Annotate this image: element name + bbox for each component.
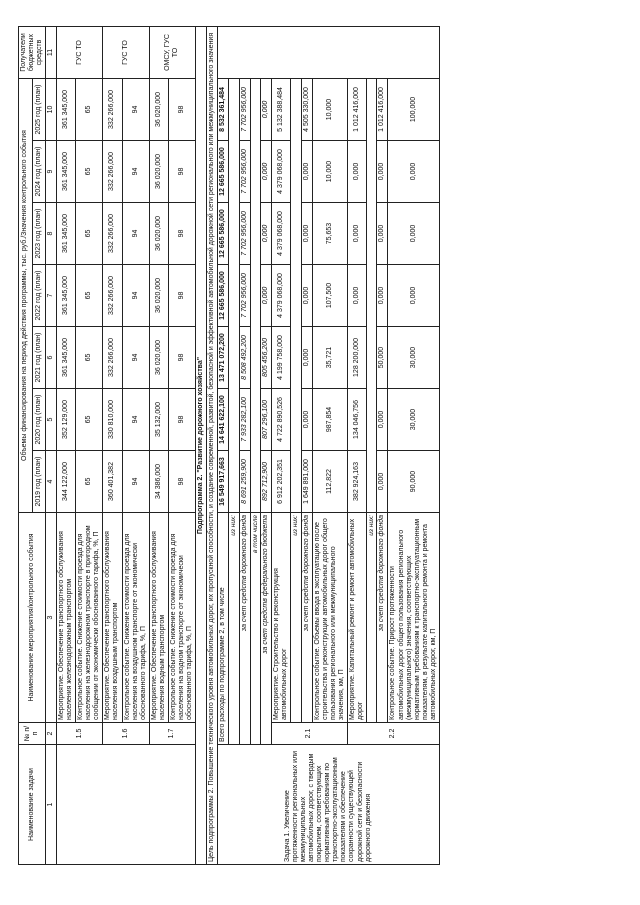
value-cell: 35,721 (312, 327, 347, 389)
road-fund-label: за счет средств дорожного фонда (239, 513, 250, 745)
empty-values (366, 79, 376, 513)
value-cell: 4 379 068,000 (272, 265, 291, 327)
value-cell: 36 020,000 (149, 265, 168, 327)
goal-row (206, 27, 217, 865)
col-number: 1 (46, 745, 57, 865)
header-year: 2025 год (план) (32, 79, 46, 141)
value-cell: 4 722 890,526 (272, 389, 291, 451)
value-cell: 112,822 (312, 451, 347, 513)
col-number: 5 (46, 389, 57, 451)
value-cell: 94 (122, 79, 149, 141)
value-cell: 30,000 (388, 389, 439, 451)
value-cell: 107,500 (312, 265, 347, 327)
value-cell: 344 122,000 (57, 451, 76, 513)
event-name: Мероприятие. Капитальный ремонт и ремонт автомобильных дорог (347, 513, 366, 723)
col-number: 11 (46, 27, 57, 79)
header-no: № п/п (19, 723, 46, 745)
col-number: 7 (46, 265, 57, 327)
value-cell: 0,000 (301, 141, 312, 203)
value-cell: 0,000 (388, 141, 439, 203)
total-value: 16 549 917,663 (217, 451, 228, 513)
value-cell: 0,000 (301, 265, 312, 327)
recipient-cell: ГУС ТО (103, 27, 149, 79)
value-cell: 1 012 416,000 (377, 79, 388, 141)
value-cell: 332 266,000 (103, 265, 122, 327)
value-cell: 65 (76, 451, 103, 513)
control-event-name: Контрольное событие. Снижение стоимости проезда для населения на железнодорожном транспорте в пригородном сообщении от экономически обоснованного тарифа, %, П (76, 513, 103, 723)
federal-value: 0,000 (261, 141, 272, 203)
col-number: 6 (46, 327, 57, 389)
value-cell: 75,653 (312, 203, 347, 265)
value-cell: 5 132 388,484 (272, 79, 291, 141)
federal-value: 0,000 (261, 79, 272, 141)
value-cell: 0,000 (347, 203, 366, 265)
col-number: 2 (46, 723, 57, 745)
value-cell: 0,000 (301, 327, 312, 389)
recipient-cell: ОМСУ, ГУС ТО (149, 27, 195, 79)
value-cell: 0,000 (377, 389, 388, 451)
row-number: 2.1 (272, 723, 348, 745)
control-event-name: Контрольное событие. Снижение стоимости проезда для населения на воздушном транспорте от экономически обоснованного тарифа, %, П (122, 513, 149, 723)
value-cell: 10,000 (312, 79, 347, 141)
header-recipients: Получатели бюджетных средств (19, 27, 46, 79)
value-cell: 98 (168, 389, 195, 451)
header-year: 2020 год (план) (32, 389, 46, 451)
value-cell: 90,000 (388, 451, 439, 513)
value-cell: 0,000 (388, 265, 439, 327)
empty-values (291, 79, 301, 513)
value-cell: 352 129,000 (57, 389, 76, 451)
table-row (57, 27, 76, 865)
value-cell: 36 020,000 (149, 203, 168, 265)
road-fund-label: за счет средств дорожного фонда (301, 513, 312, 723)
header-year: 2023 год (план) (32, 203, 46, 265)
table-row (103, 27, 122, 865)
value-cell: 94 (122, 203, 149, 265)
value-cell: 98 (168, 327, 195, 389)
value-cell: 987,854 (312, 389, 347, 451)
federal-value: 0,000 (261, 203, 272, 265)
col-number: 9 (46, 141, 57, 203)
incl-label: в том числе (250, 513, 260, 745)
total-value: 12 665 586,000 (217, 203, 228, 265)
value-cell: 94 (122, 265, 149, 327)
subprogram-title: Подпрограмма 2. "Развитие дорожного хозяйства" (195, 27, 206, 865)
road-fund-value: 7 702 956,000 (239, 265, 250, 327)
empty-task-cell (57, 745, 196, 865)
header-task: Наименование задачи (19, 745, 46, 865)
value-cell: 361 345,000 (57, 79, 76, 141)
total-value: 12 665 586,000 (217, 141, 228, 203)
event-name: Мероприятие. Обеспечение транспортного обслуживания населения водным транспортом (149, 513, 168, 723)
road-fund-value: 7 933 282,100 (239, 389, 250, 451)
incl-row (250, 27, 260, 865)
empty-values (229, 79, 239, 513)
value-cell: 0,000 (301, 203, 312, 265)
value-cell: 4 379 068,000 (272, 141, 291, 203)
col-number: 10 (46, 79, 57, 141)
value-cell: 128 200,000 (347, 327, 366, 389)
road-fund-label: за счет средств дорожного фонда (377, 513, 388, 723)
federal-value: 892 712,900 (261, 451, 272, 513)
table-row (347, 27, 366, 865)
header-year: 2022 год (план) (32, 265, 46, 327)
value-cell: 332 266,000 (103, 203, 122, 265)
value-cell: 0,000 (377, 203, 388, 265)
value-cell: 65 (76, 265, 103, 327)
of-which-label: из них: (291, 513, 301, 723)
row-number: 2.2 (347, 723, 439, 745)
value-cell: 35 132,000 (149, 389, 168, 451)
value-cell: 382 924,163 (347, 451, 366, 513)
event-name: Мероприятие. Строительство и реконструкция автомобильных дорог (272, 513, 291, 723)
header-year: 2021 год (план) (32, 327, 46, 389)
value-cell: 0,000 (301, 389, 312, 451)
value-cell: 332 266,000 (103, 327, 122, 389)
header-event: Наименование мероприятия/контрольного события (19, 513, 46, 723)
value-cell: 94 (122, 141, 149, 203)
value-cell: 98 (168, 451, 195, 513)
value-cell: 98 (168, 203, 195, 265)
value-cell: 36 020,000 (149, 327, 168, 389)
value-cell: 94 (122, 327, 149, 389)
federal-row (261, 27, 272, 865)
value-cell: 0,000 (377, 451, 388, 513)
recipient-cell: ГУС ТО (57, 27, 103, 79)
federal-value: 807 296,100 (261, 389, 272, 451)
total-value: 14 641 622,100 (217, 389, 228, 451)
value-cell: 4 199 758,000 (272, 327, 291, 389)
value-cell: 34 386,000 (149, 451, 168, 513)
task-description: Задача 1. Увеличение протяженности региональных или межмуниципальных автомобильных дорог, с твердым покрытием, соответствующих нормативным требованиям по транспортно-эксплуатационным показателям и обеспечение сохранности существующей дорожной сети и безопасности дорожного движения (217, 745, 439, 865)
value-cell: 36 020,000 (149, 141, 168, 203)
value-cell: 10,000 (312, 141, 347, 203)
of-which-row (229, 27, 239, 865)
road-fund-value: 8 508 492,200 (239, 327, 250, 389)
value-cell: 65 (76, 203, 103, 265)
value-cell: 98 (168, 141, 195, 203)
header-row (19, 27, 33, 865)
value-cell: 94 (122, 389, 149, 451)
value-cell: 361 345,000 (57, 327, 76, 389)
value-cell: 4 505 330,000 (301, 79, 312, 141)
value-cell: 1 649 891,000 (301, 451, 312, 513)
value-cell: 65 (76, 389, 103, 451)
header-year: 2019 год (план) (32, 451, 46, 513)
federal-label: за счет средств федерального бюджета (261, 513, 272, 745)
value-cell: 332 266,000 (103, 141, 122, 203)
value-cell: 65 (76, 327, 103, 389)
total-label: Всего расходы по подпрограмме 2, в том числе (217, 513, 228, 745)
event-name: Мероприятие. Обеспечение транспортного обслуживания населения железнодорожным транспортом (57, 513, 76, 723)
road-fund-value: 7 702 956,000 (239, 141, 250, 203)
program-funding-table (18, 26, 440, 865)
header-funding: Объемы финансирования на период действия программы, тыс. руб./Значения контрольного события (19, 79, 33, 513)
of-which-label: из них: (366, 513, 376, 723)
road-fund-value: 7 702 956,000 (239, 79, 250, 141)
federal-value: 0,000 (261, 265, 272, 327)
col-number: 8 (46, 203, 57, 265)
value-cell: 361 345,000 (57, 265, 76, 327)
value-cell: 0,000 (388, 203, 439, 265)
empty-values (250, 79, 260, 513)
value-cell: 6 912 202,351 (272, 451, 291, 513)
value-cell: 332 266,000 (103, 79, 122, 141)
value-cell: 98 (168, 79, 195, 141)
header-year: 2024 год (план) (32, 141, 46, 203)
row-number: 1.7 (149, 723, 195, 745)
col-number: 4 (46, 451, 57, 513)
event-name: Мероприятие. Обеспечение транспортного обслуживания населения воздушным транспортом (103, 513, 122, 723)
control-event-name: Контрольное событие. Снижение стоимости проезда для населения на водном транспорте от экономически обоснованного тарифа, %, П (168, 513, 195, 723)
total-value: 13 471 072,200 (217, 327, 228, 389)
value-cell: 330 810,000 (103, 389, 122, 451)
value-cell: 134 046,756 (347, 389, 366, 451)
row-number: 1.6 (103, 723, 149, 745)
federal-value: 805 456,200 (261, 327, 272, 389)
value-cell: 36 020,000 (149, 79, 168, 141)
col-number: 3 (46, 513, 57, 723)
road-fund-row (239, 27, 250, 865)
value-cell: 94 (122, 451, 149, 513)
value-cell: 4 379 068,000 (272, 203, 291, 265)
value-cell: 0,000 (347, 141, 366, 203)
value-cell: 50,000 (377, 327, 388, 389)
value-cell: 360 401,382 (103, 451, 122, 513)
value-cell: 98 (168, 265, 195, 327)
control-event-name: Контрольное событие. Прирост протяженности автомобильных дорог общего пользования регионального (межмуниципального) значения, соответствующих нормативным требованиям к транспортно-эксплуатационным показателям, в результате капитального ремонта и ремонта автомобильных дорог, км, П (388, 513, 439, 723)
column-numbers-row (46, 27, 57, 865)
value-cell: 0,000 (347, 265, 366, 327)
total-row (217, 27, 228, 865)
empty-recipient-cell (217, 27, 439, 79)
value-cell: 65 (76, 79, 103, 141)
value-cell: 361 345,000 (57, 203, 76, 265)
value-cell: 0,000 (377, 141, 388, 203)
total-value: 12 665 586,000 (217, 265, 228, 327)
table-row (149, 27, 168, 865)
value-cell: 361 345,000 (57, 141, 76, 203)
value-cell: 65 (76, 141, 103, 203)
control-event-name: Контрольное событие. Объемы ввода в эксплуатацию после строительства и реконструкции автомобильных дорог общего пользования регионального или межмуниципального значения, км, П (312, 513, 347, 723)
road-fund-value: 8 691 259,900 (239, 451, 250, 513)
value-cell: 100,000 (388, 79, 439, 141)
subprogram-goal: Цель подпрограммы 2. Повышение технического уровня автомобильных дорог, их пропускной способности, и создание современной, развитой, безопасной и эффективной автомобильной дорожной сети регионального или межмуниципального значения (206, 27, 217, 865)
of-which-label: из них: (229, 513, 239, 745)
value-cell: 30,000 (388, 327, 439, 389)
value-cell: 1 012 416,000 (347, 79, 366, 141)
road-fund-value: 7 702 956,000 (239, 203, 250, 265)
subprogram-title-row (195, 27, 206, 865)
row-number: 1.5 (57, 723, 103, 745)
total-value: 8 532 361,484 (217, 79, 228, 141)
value-cell: 0,000 (377, 265, 388, 327)
table-row (272, 27, 291, 865)
